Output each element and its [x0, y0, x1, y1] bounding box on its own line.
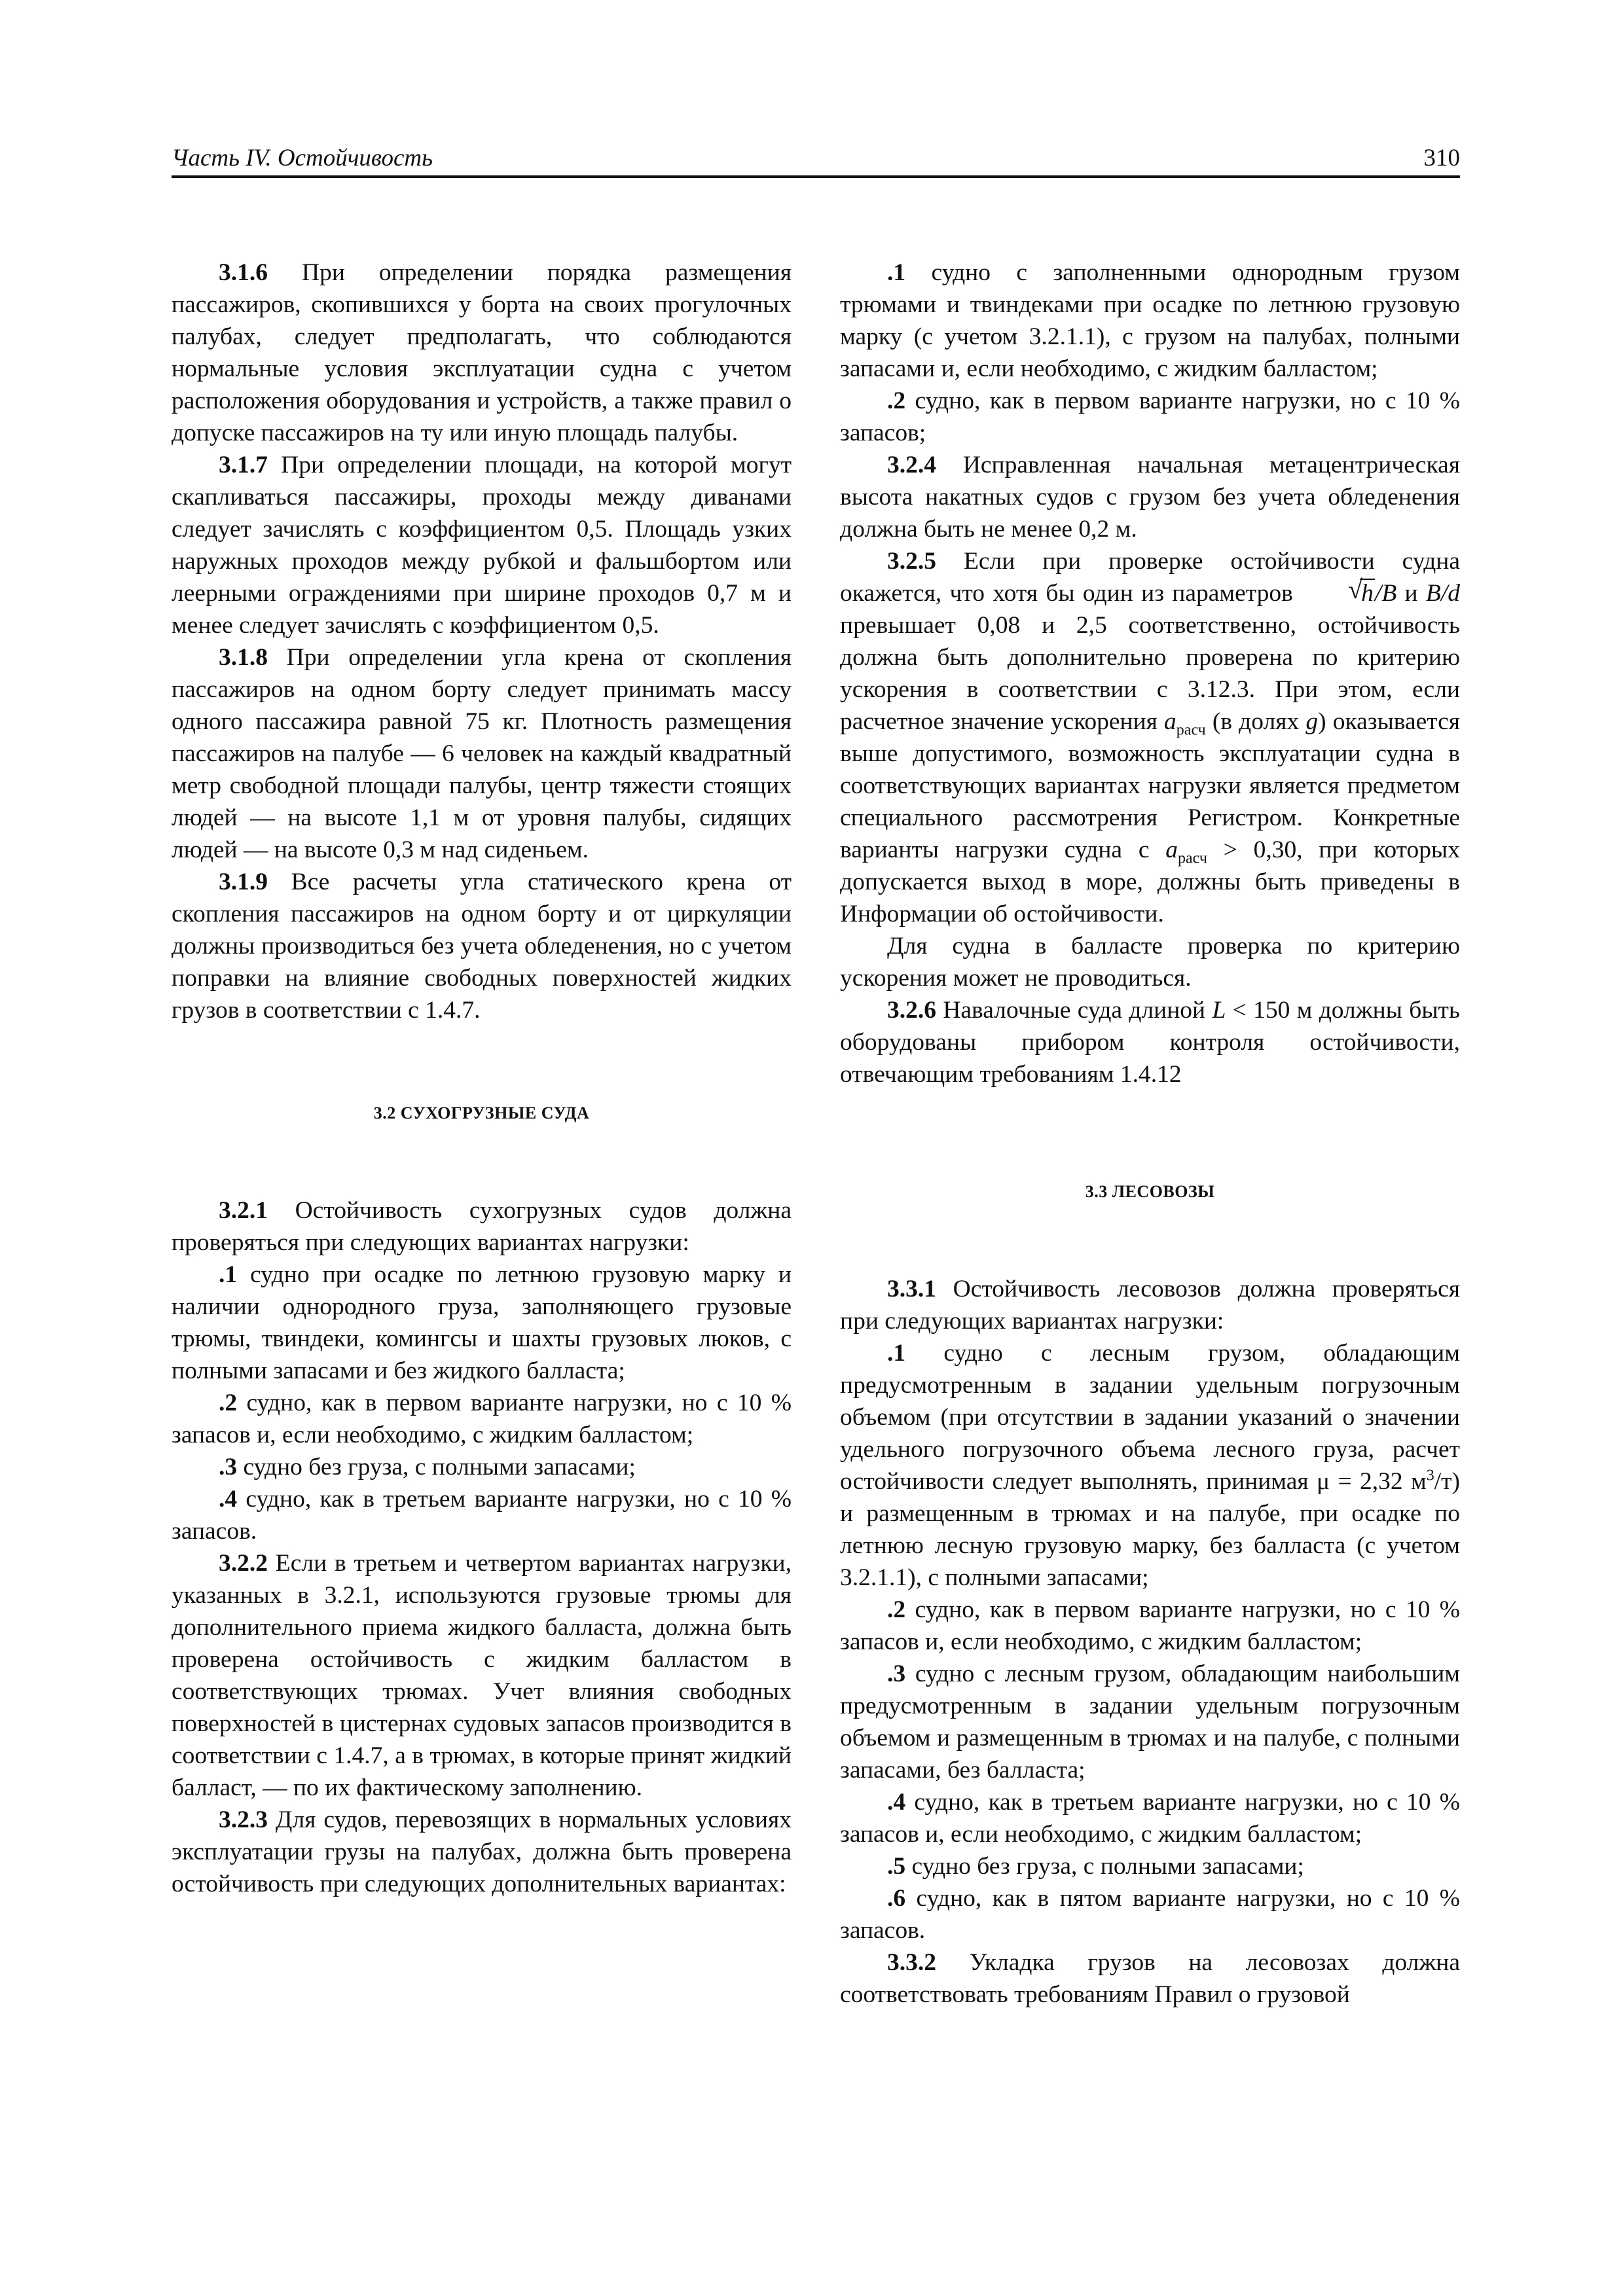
symbol-g: g — [1305, 708, 1319, 735]
part-title: Часть IV. Остойчивость — [172, 145, 433, 171]
clause-number: 3.2.3 — [219, 1806, 268, 1833]
item-3-2-1-1 — [172, 1259, 792, 1387]
clause-number: 3.2.6 — [887, 997, 936, 1024]
running-header — [172, 144, 1460, 177]
symbol-a: a — [1165, 836, 1178, 863]
paragraph-text: Для судов, перевозящих в нормальных условиях эксплуатации грузы на палубах, должна быть проверена остойчивость при следующих дополнительных вариантах: — [172, 1806, 792, 1897]
paragraph-text: При определении порядка размещения пассажиров, скопившихся у борта на своих прогулочных палубах, следует предполагать, что соблюдаются нормальные условия эксплуатации судна с учетом расположения оборудования и устройств, а также правил о допуске пассажиров на ту или иную площадь палубы. — [172, 259, 792, 446]
item-3-2-3-2 — [840, 385, 1460, 449]
clause-number: 3.1.7 — [219, 452, 268, 478]
subscript-rasch: расч — [1178, 850, 1207, 867]
item-number: .1 — [887, 259, 906, 286]
left-column — [172, 257, 792, 1900]
item-text: судно без груза, с полными запасами; — [905, 1853, 1304, 1880]
item-text: судно с лесным грузом, обладающим наибольшим предусмотренным в задании удельным погрузочным объемом и размещенным в трюмах и на палубе, с полными запасами, без балласта; — [840, 1660, 1460, 1784]
paragraph-3-1-6 — [172, 257, 792, 449]
paragraph-text: (в долях — [1205, 708, 1306, 735]
item-number: .2 — [887, 1596, 906, 1623]
item-3-3-1-5 — [840, 1850, 1460, 1882]
radicand: h — [1361, 580, 1374, 607]
paragraph-3-3-2 — [840, 1946, 1460, 2011]
formula-ratio: B/d — [1425, 580, 1460, 607]
item-number: .6 — [887, 1885, 906, 1912]
clause-number: 3.2.2 — [219, 1550, 268, 1577]
paragraph-text: Все расчеты угла статического крена от скопления пассажиров на одном борту и от циркуляции должны производиться без учета обледенения, но с учетом поправки на влияние свободных поверхностей жидких грузов в соответствии с 1.4.7. — [172, 869, 792, 1024]
clause-number: 3.2.4 — [887, 452, 936, 478]
subscript-rasch: расч — [1176, 721, 1206, 739]
spacer — [840, 1208, 1460, 1273]
clause-number: 3.2.1 — [219, 1197, 268, 1224]
paragraph-text: Если при проверке остойчивости судна окажется, что хотя бы один из параметров — [840, 548, 1460, 607]
item-number: .4 — [887, 1789, 906, 1816]
item-text: судно, как в третьем варианте нагрузки, но с 10 % запасов. — [172, 1486, 792, 1545]
item-text: судно, как в первом варианте нагрузки, но с 10 % запасов; — [840, 387, 1460, 446]
radical-sign: √ — [1348, 575, 1363, 604]
paragraph-text: ) оказывается выше допустимого, возможность эксплуатации судна в соответствующих вариантах нагрузки является предметом специального рассмотрения Регистром. Конкретные варианты нагрузки судна с — [840, 708, 1461, 863]
clause-number: 3.2.5 — [887, 548, 936, 575]
paragraph-text: Остойчивость лесовозов должна проверяться при следующих вариантах нагрузки: — [840, 1276, 1460, 1335]
paragraph-text: Остойчивость сухогрузных судов должна проверяться при следующих вариантах нагрузки: — [172, 1197, 792, 1256]
spacer — [172, 1026, 792, 1097]
item-text: судно, как в первом варианте нагрузки, но с 10 % запасов и, если необходимо, с жидким балластом; — [172, 1390, 792, 1448]
item-number: .1 — [887, 1340, 906, 1367]
paragraph-3-3-1 — [840, 1273, 1460, 1337]
item-3-2-3-1 — [840, 257, 1460, 385]
paragraph-text: При определении угла крена от скопления пассажиров на одном борту следует принимать массу одного пассажира равной 75 кг. Плотность размещения пассажиров на палубе — 6 человек на каждый квадратный метр свободной площади палубы, центр тяжести стоящих людей — на высоте 1,1 м от уровня палубы, сидящих людей — на высоте 0,3 м над сиденьем. — [172, 644, 792, 863]
paragraph-3-1-8 — [172, 641, 792, 866]
paragraph-3-2-3 — [172, 1804, 792, 1900]
clause-number: 3.1.8 — [219, 644, 268, 671]
right-column — [840, 257, 1460, 2011]
paragraph-text: < 150 м должны быть оборудованы прибором контроля остойчивости, отвечающим требованиям 1.4.12 — [840, 997, 1460, 1088]
paragraph-3-1-7 — [172, 449, 792, 641]
superscript-3: 3 — [1426, 1467, 1434, 1484]
paragraph-3-2-2 — [172, 1547, 792, 1804]
paragraph-3-2-5 — [840, 545, 1460, 930]
formula-part: /B — [1374, 580, 1397, 607]
paragraph-text: и — [1396, 580, 1426, 607]
item-text: судно, как в пятом варианте нагрузки, но с 10 % запасов. — [840, 1885, 1460, 1944]
item-text: судно, как в третьем варианте нагрузки, но с 10 % запасов и, если необходимо, с жидким балластом; — [840, 1789, 1460, 1848]
item-text: судно с заполненными однородным грузом трюмами и твиндеками при осадке по летнюю грузовую марку (с учетом 3.2.1.1), с грузом на палубах, полными запасами и, если необходимо, с жидким балластом; — [840, 259, 1460, 382]
item-3-2-1-2 — [172, 1387, 792, 1451]
paragraph-3-2-4 — [840, 449, 1460, 545]
paragraph-text: превышает 0,08 и 2,5 соответственно, остойчивость должна быть дополнительно проверена по критерию ускорения в соответствии с 3.12.3. При этом, если расчетное значение ускорения — [840, 612, 1460, 735]
section-heading-3-3: 3.3 ЛЕСОВОЗЫ — [1085, 1182, 1215, 1201]
item-number: .4 — [219, 1486, 238, 1513]
spacer — [172, 1129, 792, 1194]
paragraph-text: Укладка грузов на лесовозах должна соответствовать требованиям Правил о грузовой — [840, 1949, 1460, 2008]
item-text: судно, как в первом варианте нагрузки, но с 10 % запасов и, если необходимо, с жидким балластом; — [840, 1596, 1460, 1655]
item-3-3-1-2 — [840, 1594, 1460, 1658]
item-number: .2 — [219, 1390, 238, 1416]
item-number: .1 — [219, 1261, 238, 1288]
sqrt-expression — [1301, 577, 1375, 609]
header-rule — [172, 175, 1460, 178]
paragraph-text: Если в третьем и четвертом вариантах нагрузки, указанных в 3.2.1, используются грузовые трюмы для дополнительного приема жидкого балласта, должна быть проверена остойчивость с жидким балластом в соответствующих трюмах. Учет влияния свободных поверхностей в цистернах судовых запасов производится в соответствии с 1.4.7, а в трюмах, в которые принят жидкий балласт, — по их фактическому заполнению. — [172, 1550, 792, 1801]
section-heading-3-2: 3.2 СУХОГРУЗНЫЕ СУДА — [373, 1103, 590, 1122]
item-number: .2 — [887, 387, 906, 414]
item-number: .3 — [887, 1660, 906, 1687]
clause-number: 3.3.2 — [887, 1949, 936, 1976]
spacer — [840, 1090, 1460, 1175]
paragraph-3-1-9 — [172, 866, 792, 1026]
paragraph-text: При определении площади, на которой могут скапливаться пассажиры, проходы между диванами следует зачислять с коэффициентом 0,5. Площадь узких наружных проходов между рубкой и фальшбортом или леерными ограждениями при ширине проходов 0,7 м и менее следует зачислять с коэффициентом 0,5. — [172, 452, 792, 639]
item-3-2-1-4 — [172, 1483, 792, 1547]
paragraph-3-2-1 — [172, 1194, 792, 1259]
clause-number: 3.3.1 — [887, 1276, 936, 1302]
symbol-L: L — [1212, 997, 1226, 1024]
paragraph-text: > 0,30, при которых допускается выход в море, должны быть приведены в Информации об остойчивости. — [840, 836, 1460, 927]
symbol-a: a — [1164, 708, 1176, 735]
item-3-3-1-3 — [840, 1658, 1460, 1786]
clause-number: 3.1.6 — [219, 259, 268, 286]
paragraph-text: Навалочные суда длиной — [936, 997, 1213, 1024]
paragraph-3-2-6 — [840, 994, 1460, 1090]
item-3-3-1-4 — [840, 1786, 1460, 1850]
item-text: /т) и размещенным в трюмах и на палубе, при осадке по летнюю лесную грузовую марку, без балласта (с учетом 3.2.1.1), с полными запасами; — [840, 1468, 1460, 1591]
item-text: судно без груза, с полными запасами; — [237, 1454, 636, 1480]
page-number: 310 — [1423, 145, 1460, 171]
item-3-2-1-3 — [172, 1451, 792, 1483]
item-number: .3 — [219, 1454, 238, 1480]
item-3-3-1-6 — [840, 1882, 1460, 1946]
item-3-3-1-1 — [840, 1337, 1460, 1594]
item-text: судно с лесным грузом, обладающим предусмотренным в задании удельным погрузочным объемом (при отсутствии в задании указаний о значении удельного погрузочного объема лесного груза, расчет остойчивости следует выполнять, принимая μ = 2,32 м — [840, 1340, 1460, 1495]
item-text: судно при осадке по летнюю грузовую марку и наличии однородного груза, заполняющего грузовые трюмы, твиндеки, комингсы и шахты грузовых люков, с полными запасами и без жидкого балласта; — [172, 1261, 792, 1384]
clause-number: 3.1.9 — [219, 869, 268, 895]
paragraph-text: Исправленная начальная метацентрическая высота накатных судов с грузом без учета обледенения должна быть не менее 0,2 м. — [840, 452, 1460, 543]
paragraph-ballast-note: Для судна в балласте проверка по критерию ускорения может не проводиться. — [840, 933, 1460, 992]
item-number: .5 — [887, 1853, 906, 1880]
